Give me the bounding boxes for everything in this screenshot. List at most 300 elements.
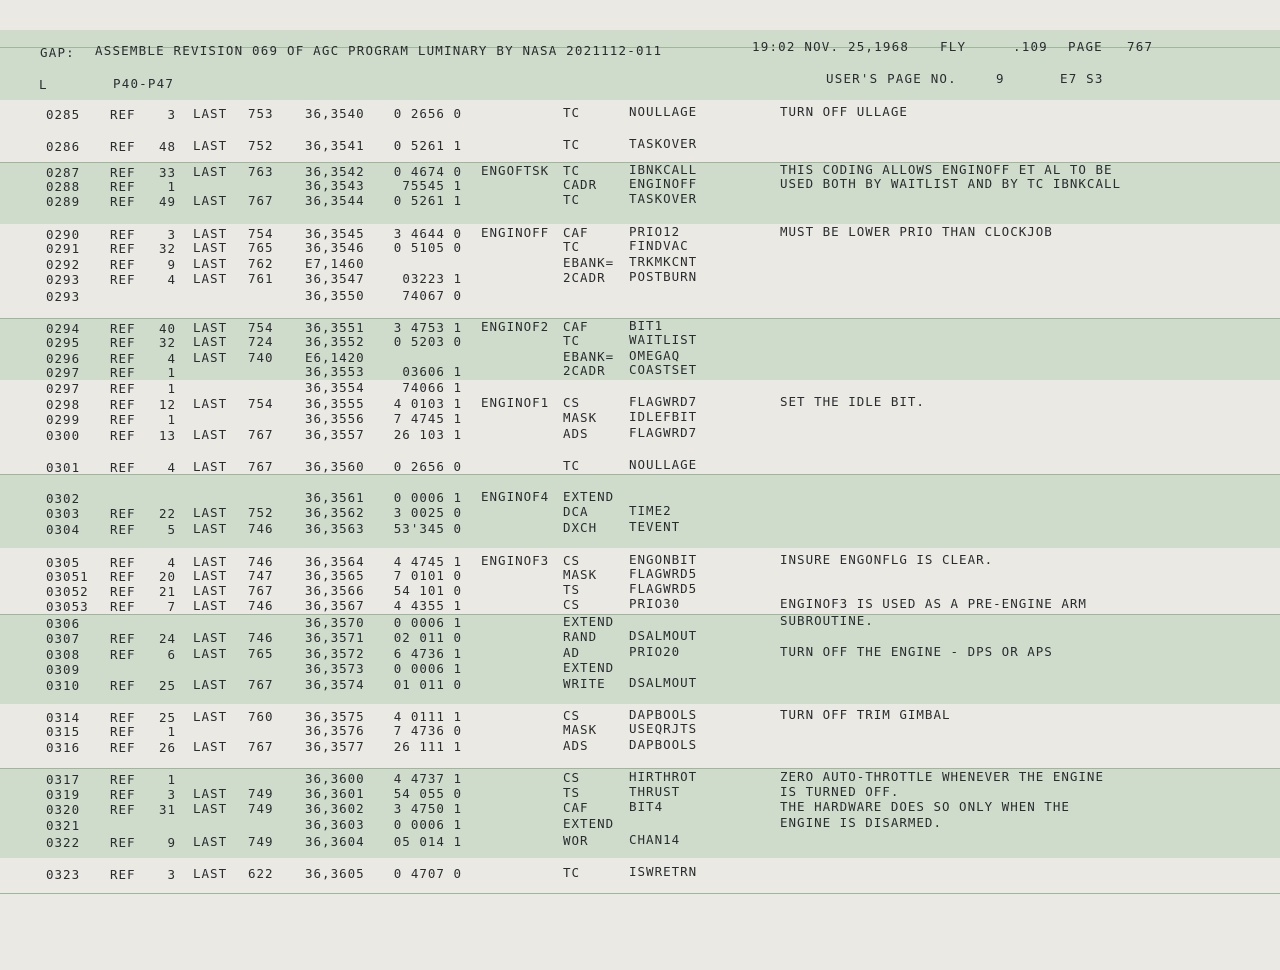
octal-value: 03606 1 xyxy=(402,364,462,379)
line-number: 0316 xyxy=(46,740,81,755)
address: 36,3556 xyxy=(305,411,365,426)
last-page: 753 xyxy=(248,106,274,121)
line-number: 0286 xyxy=(46,139,81,154)
ref-label: REF xyxy=(110,569,136,584)
address: 36,3577 xyxy=(305,739,365,754)
ref-label: REF xyxy=(110,555,136,570)
opcode: TC xyxy=(563,163,581,178)
last-label: LAST xyxy=(193,646,228,661)
octal-value: 74067 0 xyxy=(402,288,462,303)
octal-value: 53'345 0 xyxy=(393,521,462,536)
line-number: 0288 xyxy=(46,179,81,194)
opcode: EBANK= xyxy=(563,349,615,364)
opcode: MASK xyxy=(563,567,598,582)
last-page: 746 xyxy=(248,598,274,613)
operand: OMEGAQ xyxy=(629,348,681,363)
ref-count: 1 xyxy=(167,412,176,427)
opcode: EXTEND xyxy=(563,614,615,629)
code-label: ENGINOF4 xyxy=(481,489,550,504)
users-page-number: 9 xyxy=(996,71,1005,86)
page-number: 767 xyxy=(1127,39,1154,54)
octal-value: 3 4750 1 xyxy=(393,801,462,816)
octal-value: 0 5105 0 xyxy=(393,240,462,255)
opcode: RAND xyxy=(563,629,598,644)
line-number: 0290 xyxy=(46,227,81,242)
last-label: LAST xyxy=(193,164,228,179)
ref-count: 25 xyxy=(158,710,176,725)
address: 36,3574 xyxy=(305,677,365,692)
opcode: CAF xyxy=(563,225,589,240)
last-page: 765 xyxy=(248,240,274,255)
line-number: 0302 xyxy=(46,491,81,506)
code-label: ENGINOF1 xyxy=(481,395,550,410)
comment: ZERO AUTO-THROTTLE WHENEVER THE ENGINE xyxy=(780,769,1104,784)
octal-value: 03223 1 xyxy=(402,271,462,286)
last-label: LAST xyxy=(193,106,228,121)
operand: IDLEFBIT xyxy=(629,409,698,424)
ref-label: REF xyxy=(110,867,136,882)
comment: IS TURNED OFF. xyxy=(780,784,900,799)
opcode: CAF xyxy=(563,319,589,334)
page-label: PAGE xyxy=(1068,39,1103,54)
line-number: 0297 xyxy=(46,381,81,396)
ref-count: 20 xyxy=(158,569,176,584)
opcode: TC xyxy=(563,137,581,152)
ref-label: REF xyxy=(110,107,136,122)
operand: ENGINOFF xyxy=(629,176,698,191)
ref-label: REF xyxy=(110,139,136,154)
octal-value: 74066 1 xyxy=(402,380,462,395)
last-page: 746 xyxy=(248,554,274,569)
ref-count: 4 xyxy=(167,351,176,366)
line-number: 0305 xyxy=(46,555,81,570)
line-number: 0322 xyxy=(46,835,81,850)
octal-value: 0 5261 1 xyxy=(393,138,462,153)
last-label: LAST xyxy=(193,226,228,241)
last-label: LAST xyxy=(193,709,228,724)
ref-label: REF xyxy=(110,428,136,443)
ref-count: 6 xyxy=(167,647,176,662)
ref-label: REF xyxy=(110,787,136,802)
ref-label: REF xyxy=(110,335,136,350)
line-number: 0317 xyxy=(46,772,81,787)
address: 36,3571 xyxy=(305,630,365,645)
address: 36,3600 xyxy=(305,771,365,786)
comment: TURN OFF THE ENGINE - DPS OR APS xyxy=(780,644,1053,659)
line-number: 0293 xyxy=(46,289,81,304)
ref-count: 31 xyxy=(158,802,176,817)
ref-label: REF xyxy=(110,397,136,412)
octal-value: 05 014 1 xyxy=(393,834,462,849)
line-number: 0306 xyxy=(46,616,81,631)
ref-count: 3 xyxy=(167,787,176,802)
ref-count: 21 xyxy=(158,584,176,599)
ref-label: REF xyxy=(110,835,136,850)
address: 36,3542 xyxy=(305,164,365,179)
octal-value: 3 4644 0 xyxy=(393,226,462,241)
print-timestamp: 19:02 NOV. 25,1968 xyxy=(752,39,910,54)
line-number: 0304 xyxy=(46,522,81,537)
octal-value: 26 103 1 xyxy=(393,427,462,442)
ref-count: 9 xyxy=(167,835,176,850)
opcode: WOR xyxy=(563,833,589,848)
ref-count: 22 xyxy=(158,506,176,521)
assembly-title: ASSEMBLE REVISION 069 OF AGC PROGRAM LUMINARY BY NASA 2021112-011 xyxy=(95,43,663,58)
ref-label: REF xyxy=(110,365,136,380)
last-page: 767 xyxy=(248,427,274,442)
comment: TURN OFF ULLAGE xyxy=(780,104,908,119)
ref-count: 3 xyxy=(167,867,176,882)
operand: CHAN14 xyxy=(629,832,681,847)
code-label: ENGOFTSK xyxy=(481,163,550,178)
operand: POSTBURN xyxy=(629,269,698,284)
address: 36,3562 xyxy=(305,505,365,520)
last-label: LAST xyxy=(193,505,228,520)
code-label: ENGINOF3 xyxy=(481,553,550,568)
operand: IBNKCALL xyxy=(629,162,698,177)
opcode: EXTEND xyxy=(563,489,615,504)
operand: TIME2 xyxy=(629,503,672,518)
last-page: 747 xyxy=(248,568,274,583)
operand: FLAGWRD5 xyxy=(629,566,698,581)
last-page: 724 xyxy=(248,334,274,349)
ref-label: REF xyxy=(110,724,136,739)
last-page: 752 xyxy=(248,138,274,153)
address: 36,3563 xyxy=(305,521,365,536)
operand: NOULLAGE xyxy=(629,457,698,472)
mode-label: FLY xyxy=(940,39,967,54)
opcode: TC xyxy=(563,239,581,254)
comment: THIS CODING ALLOWS ENGINOFF ET AL TO BE xyxy=(780,162,1113,177)
address: E6,1420 xyxy=(305,350,365,365)
line-number: 0320 xyxy=(46,802,81,817)
last-label: LAST xyxy=(193,256,228,271)
ref-label: REF xyxy=(110,678,136,693)
ref-count: 4 xyxy=(167,272,176,287)
ref-label: REF xyxy=(110,381,136,396)
ref-count: 4 xyxy=(167,555,176,570)
line-number: 03051 xyxy=(46,569,89,584)
last-label: LAST xyxy=(193,427,228,442)
address: 36,3601 xyxy=(305,786,365,801)
operand: ISWRETRN xyxy=(629,864,698,879)
last-label: LAST xyxy=(193,739,228,754)
address: 36,3550 xyxy=(305,288,365,303)
octal-value: 54 101 0 xyxy=(393,583,462,598)
address: 36,3554 xyxy=(305,380,365,395)
operand: COASTSET xyxy=(629,362,698,377)
address: 36,3543 xyxy=(305,178,365,193)
last-label: LAST xyxy=(193,334,228,349)
opcode: CAF xyxy=(563,800,589,815)
octal-value: 0 5261 1 xyxy=(393,193,462,208)
ref-label: REF xyxy=(110,412,136,427)
operand: FINDVAC xyxy=(629,238,689,253)
ref-count: 1 xyxy=(167,179,176,194)
ref-label: REF xyxy=(110,241,136,256)
operand: FLAGWRD7 xyxy=(629,394,698,409)
opcode: CS xyxy=(563,395,581,410)
last-page: 763 xyxy=(248,164,274,179)
address: 36,3576 xyxy=(305,723,365,738)
ref-label: REF xyxy=(110,647,136,662)
ref-count: 7 xyxy=(167,599,176,614)
line-number: 0321 xyxy=(46,818,81,833)
ref-count: 32 xyxy=(158,335,176,350)
line-number: 0319 xyxy=(46,787,81,802)
address: 36,3545 xyxy=(305,226,365,241)
address: 36,3557 xyxy=(305,427,365,442)
opcode: DCA xyxy=(563,504,589,519)
octal-value: 0 2656 0 xyxy=(393,106,462,121)
octal-value: 4 0111 1 xyxy=(393,709,462,724)
opcode: CADR xyxy=(563,177,598,192)
ref-label: REF xyxy=(110,506,136,521)
line-number: 0296 xyxy=(46,351,81,366)
bank-label: E7 S3 xyxy=(1060,71,1104,86)
rule-line xyxy=(0,474,1280,475)
octal-value: 0 4674 0 xyxy=(393,164,462,179)
operand: BIT4 xyxy=(629,799,664,814)
octal-value: 7 0101 0 xyxy=(393,568,462,583)
last-label: LAST xyxy=(193,396,228,411)
last-label: LAST xyxy=(193,677,228,692)
operand: TEVENT xyxy=(629,519,681,534)
operand: DSALMOUT xyxy=(629,675,698,690)
last-page: 767 xyxy=(248,739,274,754)
comment: SET THE IDLE BIT. xyxy=(780,394,925,409)
address: 36,3553 xyxy=(305,364,365,379)
ref-label: REF xyxy=(110,272,136,287)
opcode: TC xyxy=(563,333,581,348)
opcode: EXTEND xyxy=(563,816,615,831)
line-number: 0300 xyxy=(46,428,81,443)
last-page: 767 xyxy=(248,193,274,208)
operand: PRIO12 xyxy=(629,224,681,239)
address: 36,3565 xyxy=(305,568,365,583)
line-number: 0285 xyxy=(46,107,81,122)
opcode: TC xyxy=(563,105,581,120)
operand: ENGONBIT xyxy=(629,552,698,567)
line-number: 0293 xyxy=(46,272,81,287)
last-label: LAST xyxy=(193,193,228,208)
operand: HIRTHROT xyxy=(629,769,698,784)
ref-count: 13 xyxy=(158,428,176,443)
octal-value: 75545 1 xyxy=(402,178,462,193)
line-number: 0308 xyxy=(46,647,81,662)
address: 36,3570 xyxy=(305,615,365,630)
opcode: CS xyxy=(563,770,581,785)
line-number: 03053 xyxy=(46,599,89,614)
octal-value: 0 0006 1 xyxy=(393,615,462,630)
ref-count: 33 xyxy=(158,165,176,180)
address: 36,3544 xyxy=(305,193,365,208)
address: 36,3547 xyxy=(305,271,365,286)
line-number: 0299 xyxy=(46,412,81,427)
ref-count: 5 xyxy=(167,522,176,537)
last-label: LAST xyxy=(193,786,228,801)
comment: TURN OFF TRIM GIMBAL xyxy=(780,707,951,722)
ref-label: REF xyxy=(110,257,136,272)
operand: USEQRJTS xyxy=(629,721,698,736)
operand: FLAGWRD5 xyxy=(629,581,698,596)
line-number: 0314 xyxy=(46,710,81,725)
paper-band xyxy=(0,0,1280,30)
last-page: 749 xyxy=(248,786,274,801)
last-page: 761 xyxy=(248,271,274,286)
line-number: 0303 xyxy=(46,506,81,521)
operand: WAITLIST xyxy=(629,332,698,347)
code-label: ENGINOF2 xyxy=(481,319,550,334)
address: 36,3552 xyxy=(305,334,365,349)
ref-count: 12 xyxy=(158,397,176,412)
operand: THRUST xyxy=(629,784,681,799)
last-page: 749 xyxy=(248,801,274,816)
ref-label: REF xyxy=(110,772,136,787)
line-number: 0298 xyxy=(46,397,81,412)
last-page: 752 xyxy=(248,505,274,520)
last-page: 767 xyxy=(248,459,274,474)
run-number: .109 xyxy=(1013,39,1048,54)
opcode: MASK xyxy=(563,410,598,425)
line-number: 0301 xyxy=(46,460,81,475)
address: 36,3541 xyxy=(305,138,365,153)
ref-label: REF xyxy=(110,227,136,242)
octal-value: 0 0006 1 xyxy=(393,490,462,505)
last-label: LAST xyxy=(193,630,228,645)
ref-count: 3 xyxy=(167,107,176,122)
ref-label: REF xyxy=(110,740,136,755)
ref-label: REF xyxy=(110,351,136,366)
line-number: 0287 xyxy=(46,165,81,180)
line-number: 0294 xyxy=(46,321,81,336)
last-page: 746 xyxy=(248,521,274,536)
operand: PRIO30 xyxy=(629,596,681,611)
last-label: LAST xyxy=(193,834,228,849)
last-label: LAST xyxy=(193,459,228,474)
address: 36,3573 xyxy=(305,661,365,676)
users-page-label: USER'S PAGE NO. xyxy=(826,71,957,86)
ref-count: 32 xyxy=(158,241,176,256)
opcode: TS xyxy=(563,582,581,597)
last-page: 622 xyxy=(248,866,274,881)
opcode: 2CADR xyxy=(563,363,606,378)
octal-value: 7 4745 1 xyxy=(393,411,462,426)
octal-value: 0 0006 1 xyxy=(393,817,462,832)
opcode: TS xyxy=(563,785,581,800)
comment: ENGINE IS DISARMED. xyxy=(780,815,942,830)
opcode: TC xyxy=(563,192,581,207)
comment: INSURE ENGONFLG IS CLEAR. xyxy=(780,552,994,567)
last-page: 740 xyxy=(248,350,274,365)
ref-label: REF xyxy=(110,802,136,817)
last-label: LAST xyxy=(193,138,228,153)
opcode: ADS xyxy=(563,426,589,441)
ref-label: REF xyxy=(110,584,136,599)
octal-value: 0 5203 0 xyxy=(393,334,462,349)
ref-count: 4 xyxy=(167,460,176,475)
operand: DSALMOUT xyxy=(629,628,698,643)
last-page: 754 xyxy=(248,320,274,335)
opcode: ADS xyxy=(563,738,589,753)
opcode: DXCH xyxy=(563,520,598,535)
last-label: LAST xyxy=(193,598,228,613)
ref-count: 25 xyxy=(158,678,176,693)
ref-count: 1 xyxy=(167,772,176,787)
ref-count: 1 xyxy=(167,365,176,380)
octal-value: 0 0006 1 xyxy=(393,661,462,676)
last-page: 749 xyxy=(248,834,274,849)
opcode: TC xyxy=(563,458,581,473)
ref-label: REF xyxy=(110,460,136,475)
last-label: LAST xyxy=(193,521,228,536)
octal-value: 4 0103 1 xyxy=(393,396,462,411)
octal-value: 4 4355 1 xyxy=(393,598,462,613)
octal-value: 4 4745 1 xyxy=(393,554,462,569)
line-number: 0310 xyxy=(46,678,81,693)
ref-count: 1 xyxy=(167,381,176,396)
line-number: 0315 xyxy=(46,724,81,739)
opcode: TC xyxy=(563,865,581,880)
line-number: 03052 xyxy=(46,584,89,599)
address: 36,3602 xyxy=(305,801,365,816)
operand: BIT1 xyxy=(629,318,664,333)
address: 36,3551 xyxy=(305,320,365,335)
opcode: WRITE xyxy=(563,676,606,691)
ref-count: 3 xyxy=(167,227,176,242)
address: 36,3540 xyxy=(305,106,365,121)
opcode: MASK xyxy=(563,722,598,737)
address: 36,3604 xyxy=(305,834,365,849)
comment: THE HARDWARE DOES SO ONLY WHEN THE xyxy=(780,799,1070,814)
octal-value: 01 011 0 xyxy=(393,677,462,692)
last-label: LAST xyxy=(193,568,228,583)
address: 36,3560 xyxy=(305,459,365,474)
octal-value: 7 4736 0 xyxy=(393,723,462,738)
comment: ENGINOF3 IS USED AS A PRE-ENGINE ARM xyxy=(780,596,1087,611)
ref-count: 48 xyxy=(158,139,176,154)
last-label: LAST xyxy=(193,866,228,881)
octal-value: 02 011 0 xyxy=(393,630,462,645)
comment: USED BOTH BY WAITLIST AND BY TC IBNKCALL xyxy=(780,176,1122,191)
address: 36,3603 xyxy=(305,817,365,832)
gap-label: GAP: xyxy=(40,45,75,60)
address: 36,3561 xyxy=(305,490,365,505)
ref-label: REF xyxy=(110,165,136,180)
line-number: 0295 xyxy=(46,335,81,350)
operand: DAPBOOLS xyxy=(629,707,698,722)
ref-label: REF xyxy=(110,710,136,725)
last-page: 767 xyxy=(248,583,274,598)
last-page: 765 xyxy=(248,646,274,661)
last-page: 767 xyxy=(248,677,274,692)
operand: TASKOVER xyxy=(629,191,698,206)
line-number: 0323 xyxy=(46,867,81,882)
code-label: ENGINOFF xyxy=(481,225,550,240)
octal-value: 26 111 1 xyxy=(393,739,462,754)
line-number: 0297 xyxy=(46,365,81,380)
ref-count: 26 xyxy=(158,740,176,755)
section-label: P40-P47 xyxy=(113,76,175,91)
ref-count: 9 xyxy=(167,257,176,272)
address: 36,3555 xyxy=(305,396,365,411)
octal-value: 6 4736 1 xyxy=(393,646,462,661)
opcode: CS xyxy=(563,597,581,612)
operand: TASKOVER xyxy=(629,136,698,151)
address: E7,1460 xyxy=(305,256,365,271)
ref-label: REF xyxy=(110,321,136,336)
operand: TRKMKCNT xyxy=(629,254,698,269)
